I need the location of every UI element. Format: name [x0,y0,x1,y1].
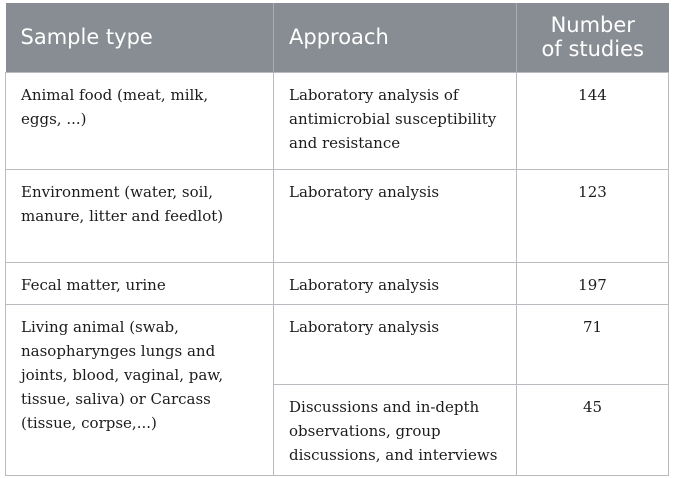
cell-line: Laboratory analysis of [289,85,459,104]
cell-line: Animal food (meat, milk, [21,85,209,104]
cell-line: manure, litter and feedlot) [21,206,224,225]
sample-type-cell [6,262,274,304]
cell-line: discussions, and interviews [289,445,498,464]
cell-line: eggs, ...) [21,109,87,128]
header-number-line-1: Number [550,13,635,38]
header-approach: Approach [274,3,517,72]
table-row [6,262,669,304]
sample-type-cell [6,72,274,169]
approach-cell [274,72,517,169]
cell-line: Environment (water, soil, [21,182,213,201]
study-count-cell: 45 [517,384,669,475]
cell-line: nasopharynges lungs and [21,341,216,360]
cell-line: Laboratory analysis [289,182,440,201]
table-row [6,169,669,262]
cell-line: Laboratory analysis [289,317,440,336]
study-count-cell: 71 [517,304,669,384]
cell-line: Living animal (swab, [21,317,179,336]
cell-line: Discussions and in-depth [289,397,480,416]
header-number-line-2: of studies [541,37,644,62]
cell-line: observations, group [289,421,441,440]
table-row [6,304,669,384]
header-sample-type: Sample type [6,3,274,72]
cell-line: Laboratory analysis [289,275,440,294]
table-row [6,72,669,169]
study-count-cell: 123 [517,169,669,262]
sample-type-cell [6,169,274,262]
cell-line: joints, blood, vaginal, paw, [21,365,224,384]
cell-line: (tissue, corpse,...) [21,413,157,432]
cell-line: Fecal matter, urine [21,275,166,294]
header-number-of-studies [517,3,669,72]
cell-line: tissue, saliva) or Carcass [21,389,211,408]
studies-table [5,3,669,476]
study-count-cell: 197 [517,262,669,304]
approach-cell [274,384,517,475]
study-count-cell: 144 [517,72,669,169]
approach-cell [274,169,517,262]
sample-type-cell [6,304,274,475]
cell-line: and resistance [289,133,401,152]
approach-cell [274,262,517,304]
header-row [6,3,669,72]
approach-cell [274,304,517,384]
cell-line: antimicrobial susceptibility [289,109,497,128]
